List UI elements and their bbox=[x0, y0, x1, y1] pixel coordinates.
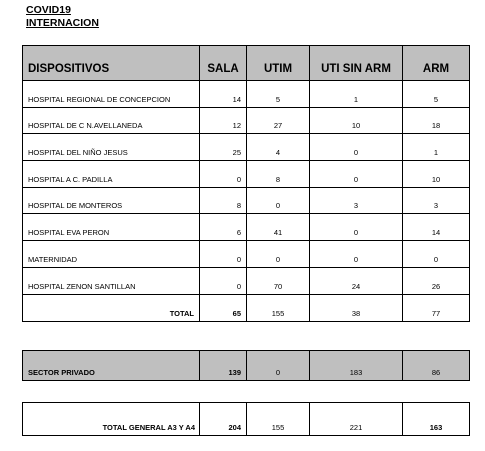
private-sector-uti-sin-arm: 183 bbox=[310, 351, 403, 381]
hospital-name: HOSPITAL REGIONAL DE CONCEPCION bbox=[23, 81, 200, 108]
private-sector-sala: 139 bbox=[200, 351, 247, 381]
arm-cell: 3 bbox=[403, 187, 470, 214]
table-row bbox=[23, 187, 470, 214]
sala-cell: 8 bbox=[200, 187, 247, 214]
general-total-uti-sin-arm: 221 bbox=[310, 403, 403, 436]
uti-sin-arm-cell: 0 bbox=[310, 214, 403, 241]
sala-cell: 0 bbox=[200, 161, 247, 188]
uti-sin-arm-cell: 0 bbox=[310, 241, 403, 268]
hospital-name: HOSPITAL DE MONTEROS bbox=[23, 187, 200, 214]
total-uti-sin-arm: 38 bbox=[310, 294, 403, 321]
utim-cell: 0 bbox=[247, 241, 310, 268]
private-sector-label: SECTOR PRIVADO bbox=[23, 351, 200, 381]
private-sector-table bbox=[22, 350, 470, 381]
table-row bbox=[23, 107, 470, 134]
hospital-internment-table bbox=[22, 45, 470, 322]
hospital-name: HOSPITAL DE C N.AVELLANEDA bbox=[23, 107, 200, 134]
private-sector-row bbox=[23, 351, 470, 381]
table-row bbox=[23, 267, 470, 294]
arm-cell: 10 bbox=[403, 161, 470, 188]
uti-sin-arm-cell: 0 bbox=[310, 134, 403, 161]
report-subtitle: INTERNACION bbox=[26, 17, 99, 29]
private-sector-utim: 0 bbox=[247, 351, 310, 381]
total-row bbox=[23, 294, 470, 321]
utim-cell: 41 bbox=[247, 214, 310, 241]
table-header-row bbox=[23, 46, 470, 81]
utim-cell: 0 bbox=[247, 187, 310, 214]
arm-cell: 5 bbox=[403, 81, 470, 108]
general-total-row bbox=[23, 403, 470, 436]
table-row bbox=[23, 241, 470, 268]
general-total-label: TOTAL GENERAL A3 Y A4 bbox=[23, 403, 200, 436]
column-header-utim: UTIM bbox=[247, 46, 310, 81]
uti-sin-arm-cell: 0 bbox=[310, 161, 403, 188]
uti-sin-arm-cell: 1 bbox=[310, 81, 403, 108]
utim-cell: 8 bbox=[247, 161, 310, 188]
arm-cell: 0 bbox=[403, 241, 470, 268]
hospital-name: HOSPITAL EVA PERON bbox=[23, 214, 200, 241]
uti-sin-arm-cell: 10 bbox=[310, 107, 403, 134]
sala-cell: 25 bbox=[200, 134, 247, 161]
table-row bbox=[23, 214, 470, 241]
arm-cell: 18 bbox=[403, 107, 470, 134]
hospital-name: HOSPITAL A C. PADILLA bbox=[23, 161, 200, 188]
utim-cell: 4 bbox=[247, 134, 310, 161]
utim-cell: 5 bbox=[247, 81, 310, 108]
uti-sin-arm-cell: 24 bbox=[310, 267, 403, 294]
total-arm: 77 bbox=[403, 294, 470, 321]
table-row bbox=[23, 81, 470, 108]
hospital-name: MATERNIDAD bbox=[23, 241, 200, 268]
uti-sin-arm-cell: 3 bbox=[310, 187, 403, 214]
utim-cell: 70 bbox=[247, 267, 310, 294]
table-row bbox=[23, 161, 470, 188]
general-total-arm: 163 bbox=[403, 403, 470, 436]
table-row bbox=[23, 134, 470, 161]
total-label: TOTAL bbox=[23, 294, 200, 321]
total-utim: 155 bbox=[247, 294, 310, 321]
column-header-arm: ARM bbox=[403, 46, 470, 81]
general-total-sala: 204 bbox=[200, 403, 247, 436]
arm-cell: 14 bbox=[403, 214, 470, 241]
sala-cell: 14 bbox=[200, 81, 247, 108]
report-title: COVID19 bbox=[26, 4, 71, 16]
sala-cell: 0 bbox=[200, 241, 247, 268]
sala-cell: 12 bbox=[200, 107, 247, 134]
arm-cell: 1 bbox=[403, 134, 470, 161]
hospital-name: HOSPITAL DEL NIÑO JESUS bbox=[23, 134, 200, 161]
private-sector-arm: 86 bbox=[403, 351, 470, 381]
arm-cell: 26 bbox=[403, 267, 470, 294]
sala-cell: 6 bbox=[200, 214, 247, 241]
hospital-name: HOSPITAL ZENON SANTILLAN bbox=[23, 267, 200, 294]
general-total-utim: 155 bbox=[247, 403, 310, 436]
column-header-dispositivos: DISPOSITIVOS bbox=[23, 46, 200, 81]
general-total-table bbox=[22, 402, 470, 436]
column-header-sala: SALA bbox=[200, 46, 247, 81]
total-sala: 65 bbox=[200, 294, 247, 321]
sala-cell: 0 bbox=[200, 267, 247, 294]
utim-cell: 27 bbox=[247, 107, 310, 134]
column-header-uti-sin-arm: UTI SIN ARM bbox=[310, 46, 403, 81]
